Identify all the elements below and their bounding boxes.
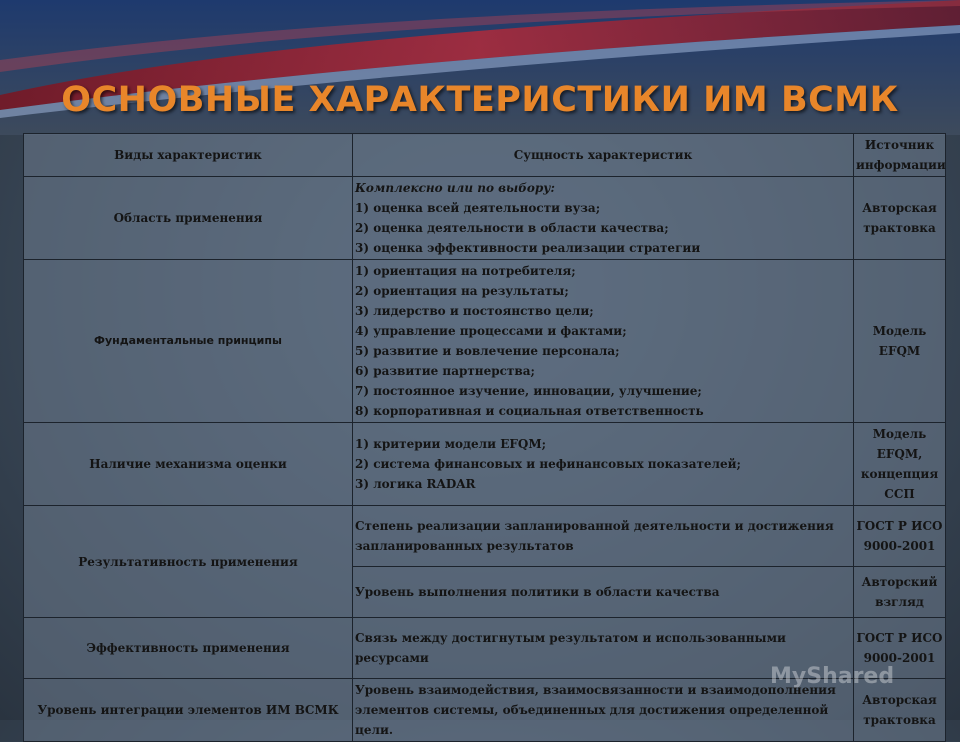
watermark-logo: MyShared — [770, 664, 895, 689]
essence-line: 1) оценка всей деятельности вуза; — [355, 201, 601, 215]
essence-line: 8) корпоративная и социальная ответственность — [355, 404, 704, 418]
row-essence — [353, 177, 854, 260]
header-essence: Сущность характеристик — [353, 134, 854, 177]
essence-line: 1) ориентация на потребителя; — [355, 264, 576, 278]
row-kind: Результативность применения — [24, 506, 353, 618]
table-row — [24, 506, 946, 567]
row-source: Модель EFQM — [854, 260, 946, 423]
essence-line: 3) оценка эффективности реализации стратегии — [355, 241, 701, 255]
header-source: Источник информации — [854, 134, 946, 177]
essence-lead: Комплексно или по выбору: — [355, 181, 555, 195]
row-essence: Связь между достигнутым результатом и использованными ресурсами — [353, 618, 854, 679]
row-essence: Уровень выполнения политики в области качества — [353, 567, 854, 618]
row-source: ГОСТ Р ИСО 9000-2001 — [854, 506, 946, 567]
table-row — [24, 260, 946, 423]
table-row — [24, 423, 946, 506]
row-source: Авторская трактовка — [854, 679, 946, 742]
row-kind: Фундаментальные принципы — [24, 260, 353, 423]
essence-line: 2) ориентация на результаты; — [355, 284, 569, 298]
essence-line: 6) развитие партнерства; — [355, 364, 535, 378]
header-kind: Виды характеристик — [24, 134, 353, 177]
row-kind: Эффективность применения — [24, 618, 353, 679]
row-source: Авторский взгляд — [854, 567, 946, 618]
essence-line: 2) система финансовых и нефинансовых показателей; — [355, 457, 741, 471]
row-essence — [353, 260, 854, 423]
table-header-row — [24, 134, 946, 177]
row-essence: Уровень взаимодействия, взаимосвязанности и взаимодополнения элементов системы, объединенных для достижения определенной цели. — [353, 679, 854, 742]
essence-line: 2) оценка деятельности в области качества; — [355, 221, 669, 235]
slide-title: ОСНОВНЫЕ ХАРАКТЕРИСТИКИ ИМ ВСМК — [61, 80, 899, 120]
row-kind: Область применения — [24, 177, 353, 260]
row-kind: Наличие механизма оценки — [24, 423, 353, 506]
characteristics-table — [23, 133, 946, 742]
row-essence — [353, 423, 854, 506]
essence-line: 5) развитие и вовлечение персонала; — [355, 344, 620, 358]
essence-line: 1) критерии модели EFQM; — [355, 437, 547, 451]
essence-line: 4) управление процессами и фактами; — [355, 324, 627, 338]
essence-line: 3) лидерство и постоянство цели; — [355, 304, 594, 318]
row-source: Модель EFQM, концепция ССП — [854, 423, 946, 506]
essence-line: 3) логика RADAR — [355, 477, 476, 491]
essence-line: 7) постоянное изучение, инновации, улучшение; — [355, 384, 702, 398]
row-kind: Уровень интеграции элементов ИМ ВСМК — [24, 679, 353, 742]
row-essence: Степень реализации запланированной деятельности и достижения запланированных результатов — [353, 506, 854, 567]
table-row — [24, 177, 946, 260]
row-source: Авторская трактовка — [854, 177, 946, 260]
row-source: ГОСТ Р ИСО 9000-2001 — [854, 618, 946, 679]
